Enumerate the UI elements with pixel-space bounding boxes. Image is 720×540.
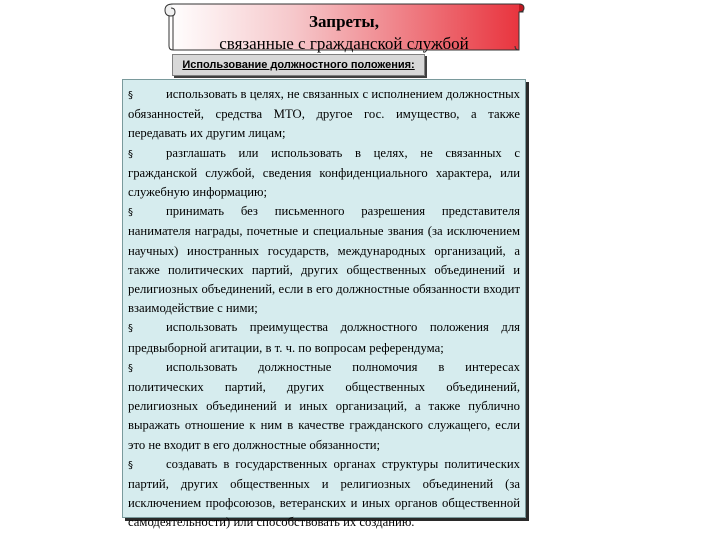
list-item-text: использовать должностные полномочия в интересах политических партий, других общественных объединений, религиозных объединений и иных организаций, а также публично выражать отношение к ним в качестве гражданского служащего, если это не входит в его должностные обязанности; — [128, 359, 520, 452]
title-banner — [163, 2, 525, 52]
bullet-icon: § — [128, 323, 133, 335]
list-item-text: использовать в целях, не связанных с исполнением должностных обязанностей, средства МТО, другое гос. имущество, а также передавать их другим лицам; — [128, 87, 520, 141]
title-line-2: связанные с гражданской службой — [219, 34, 469, 53]
bullet-icon: § — [128, 90, 133, 101]
list-item — [128, 85, 520, 144]
list-item-text: создавать в государственных органах структуры политических партий, других общественных и религиозных объединений (за исключением профсоюзов, ветеранских и иных органов общественной самодеятельности) или способствовать их созданию. — [128, 456, 520, 530]
bullet-icon: § — [128, 362, 133, 374]
prohibitions-text-box — [122, 79, 526, 530]
list-item-text: разглашать или использовать в целях, не связанных с гражданской службой, сведения конфиденциального характера, или служебную информацию; — [128, 145, 520, 200]
list-item — [128, 144, 520, 203]
list-item-text: использовать преимущества должностного положения для предвыборной агитации, в т. ч. по вопросам референдума; — [128, 320, 520, 355]
bullet-icon: § — [128, 148, 133, 160]
list-item — [128, 358, 520, 455]
list-item — [128, 202, 520, 318]
slide-title — [163, 11, 525, 55]
list-item — [128, 318, 520, 357]
section-subtitle: Использование должностного положения: — [172, 54, 425, 76]
bullet-icon: § — [128, 207, 133, 219]
list-item-text: принимать без письменного разрешения представителя нанимателя награды, почетные и специальные звания (за исключением научных) иностранных государств, международных организаций, а также политических партий, других общественных объединений и религиозных объединений, если в его должностные обязанности входит взаимодействие с ними; — [128, 204, 520, 316]
bullet-icon: § — [128, 459, 133, 471]
list-item — [128, 455, 520, 533]
title-line-1: Запреты, — [309, 12, 379, 31]
